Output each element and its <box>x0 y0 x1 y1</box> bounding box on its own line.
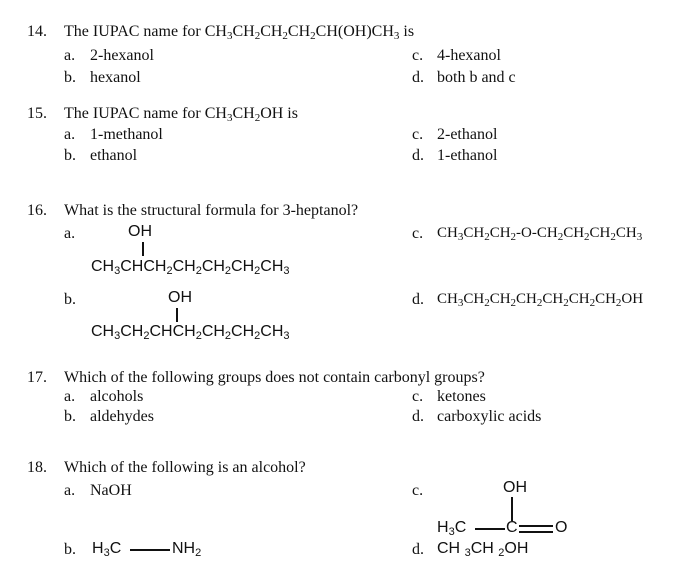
option-d-text: both b and c <box>437 69 516 86</box>
option-b-text: ethanol <box>90 147 138 164</box>
option-c-formula: $CH_3CH_2CH_2-O-CH_2CH_2CH_2CH_3$ <box>437 225 643 243</box>
option-letter: b. <box>64 541 76 558</box>
option-a-text: 1-methanol <box>90 126 163 143</box>
option-letter: d. <box>412 541 424 558</box>
option-letter: a. <box>64 225 76 242</box>
option-letter: d. <box>412 291 424 308</box>
stem-suffix: is <box>403 23 415 40</box>
question-number: 18. <box>27 459 47 476</box>
carbon-chain: $CH_3CH_2CHCH_2CH_2CH_2CH_3$ <box>91 323 290 342</box>
option-a-text: NaOH <box>90 482 132 499</box>
option-letter: b. <box>64 69 76 86</box>
hydroxyl-label: OH <box>128 223 152 240</box>
question-stem <box>64 24 414 40</box>
option-letter: a. <box>64 388 76 405</box>
option-a-text: alcohols <box>90 388 144 405</box>
question-number: 17. <box>27 369 47 386</box>
carbon-atom: C <box>506 519 518 536</box>
option-a-text: 2-hexanol <box>90 47 154 64</box>
question-number: 14. <box>27 23 47 40</box>
option-letter: d. <box>412 147 424 164</box>
single-bond <box>475 528 505 530</box>
stem-formula: $CH_3CH_2OH$ <box>204 105 284 124</box>
question-stem: What is the structural formula for 3-heptanol? <box>64 202 359 219</box>
option-letter: d. <box>412 408 424 425</box>
option-letter: c. <box>412 47 424 64</box>
option-letter: d. <box>412 69 424 86</box>
stem-formula: $CH_3CH_2CH_2CH_2CH(OH)CH_3$ <box>204 23 400 42</box>
option-letter: b. <box>64 291 76 308</box>
option-letter: a. <box>64 482 76 499</box>
question-number: 15. <box>27 105 47 122</box>
question-number: 16. <box>27 202 47 219</box>
bond-line <box>511 497 513 521</box>
option-d-text: carboxylic acids <box>437 408 542 425</box>
bond-line <box>142 242 144 256</box>
oxygen-atom: O <box>555 519 568 536</box>
single-bond <box>130 549 170 551</box>
option-letter: c. <box>412 388 424 405</box>
amine-group: $NH_2$ <box>172 540 202 559</box>
option-letter: a. <box>64 126 76 143</box>
option-letter: c. <box>412 482 424 499</box>
option-c-text: ketones <box>437 388 486 405</box>
question-stem: Which of the following groups does not contain carbonyl groups? <box>64 369 485 386</box>
methyl-group: $H_3C$ <box>92 540 122 559</box>
carbon-chain: $CH_3CHCH_2CH_2CH_2CH_2CH_3$ <box>91 258 290 277</box>
option-d-formula: CH $_3$CH $_2$OH <box>437 540 529 559</box>
option-d-text: 1-ethanol <box>437 147 498 164</box>
option-c-text: 4-hexanol <box>437 47 501 64</box>
methyl-group: $H_3C$ <box>437 519 467 538</box>
hydroxyl-label: OH <box>503 479 527 496</box>
stem-prefix: The IUPAC name for <box>64 105 201 122</box>
double-bond-top <box>519 525 553 527</box>
question-stem: Which of the following is an alcohol? <box>64 459 306 476</box>
option-b-text: hexanol <box>90 69 141 86</box>
hydroxyl-label: OH <box>168 289 192 306</box>
option-letter: b. <box>64 408 76 425</box>
option-b-text: aldehydes <box>90 408 154 425</box>
option-letter: a. <box>64 47 76 64</box>
stem-prefix: The IUPAC name for <box>64 23 201 40</box>
double-bond-bottom <box>519 531 553 533</box>
option-d-formula: $CH_3CH_2CH_2CH_2CH_2CH_2CH_2OH$ <box>437 291 644 309</box>
bond-line <box>176 308 178 322</box>
stem-suffix: is <box>287 105 298 122</box>
question-stem <box>64 106 298 122</box>
option-letter: c. <box>412 126 424 143</box>
option-letter: b. <box>64 147 76 164</box>
option-letter: c. <box>412 225 424 242</box>
option-c-text: 2-ethanol <box>437 126 498 143</box>
